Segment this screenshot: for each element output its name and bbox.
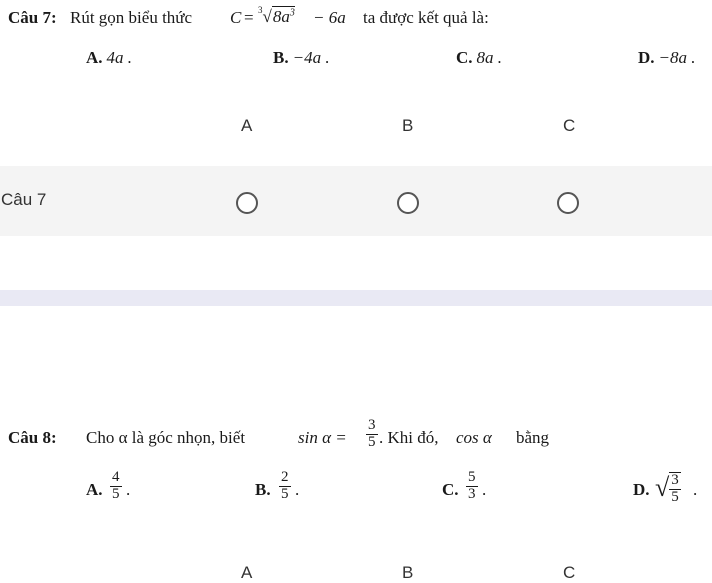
q8-option-d-denominator: 5 [671, 488, 679, 505]
q7-option-c [456, 48, 502, 68]
radio-q7-c[interactable] [557, 192, 579, 214]
question-8 [8, 418, 708, 462]
q8-option-c-denominator: 3 [468, 485, 476, 502]
period: . [482, 480, 487, 499]
radicand: 8a [272, 7, 290, 26]
grid-header-b: B [402, 116, 414, 135]
sin-expression: sin α = [298, 428, 347, 447]
answer-row-label: Câu 7 [1, 190, 47, 209]
grid-header-c: C [563, 116, 576, 135]
q8-option-b-letter: B. [255, 480, 271, 499]
q8-option-b-fraction [279, 470, 291, 503]
period: . [126, 480, 131, 499]
question-8-label: Câu 8: [8, 428, 57, 447]
question-8-text-mid: . Khi đó, [379, 428, 439, 447]
question-7-text-before: Rút gọn biểu thức [70, 8, 193, 27]
cos-expression: cos α [456, 428, 492, 447]
q8-option-a-numerator: 4 [112, 469, 120, 485]
period: . [693, 480, 698, 499]
q8-option-c-fraction [466, 470, 478, 503]
q8-option-a-fraction [110, 470, 122, 503]
q8-option-c-numerator: 5 [468, 469, 476, 485]
sin-fraction [366, 418, 378, 451]
q7-option-c-letter: C. [456, 48, 473, 67]
answer-row-q7 [0, 166, 712, 236]
question-7-text-after: ta được kết quả là: [363, 8, 489, 27]
section-divider [0, 290, 712, 306]
q8-option-b-denominator: 5 [281, 485, 289, 502]
q7-option-a-letter: A. [86, 48, 103, 67]
q8-option-d-letter: D. [633, 480, 650, 499]
q7-option-b-value: −4a . [292, 48, 330, 67]
period: . [295, 480, 300, 499]
q7-option-d-letter: D. [638, 48, 655, 67]
sin-denominator: 5 [368, 433, 376, 450]
question-8-text-after: bằng [516, 428, 550, 447]
expr-eq: = [244, 8, 254, 27]
grid-header-a: A [241, 116, 253, 135]
radio-q7-b[interactable] [397, 192, 419, 214]
q7-option-d-value: −8a . [658, 48, 696, 67]
grid2-header-a: A [241, 563, 253, 582]
q8-option-d-sqrt [655, 470, 681, 506]
q8-option-d-fraction [669, 472, 681, 506]
q8-option-b-numerator: 2 [281, 469, 289, 485]
q7-option-a [86, 48, 132, 68]
question-7 [8, 4, 708, 32]
sin-numerator: 3 [368, 417, 376, 433]
q7-option-b [273, 48, 330, 68]
grid2-header-b: B [402, 563, 414, 582]
q8-option-a-denominator: 5 [112, 485, 120, 502]
question-8-text-before: Cho α là góc nhọn, biết [86, 428, 246, 447]
q7-option-d [638, 48, 696, 68]
q8-option-d-numerator: 3 [671, 472, 679, 488]
expr-tail: − 6a [313, 8, 346, 27]
q7-option-a-value: 4a . [106, 48, 133, 67]
radical-sign: √ [655, 472, 670, 502]
q8-option-a-letter: A. [86, 480, 103, 499]
q7-option-b-letter: B. [273, 48, 289, 67]
radio-q7-a[interactable] [236, 192, 258, 214]
radical-sign: √ [262, 6, 272, 26]
root-index: 3 [258, 4, 263, 15]
cube-root-expression [258, 6, 295, 27]
expr-c: C [230, 8, 242, 27]
grid2-header-c: C [563, 563, 576, 582]
q8-option-c-letter: C. [442, 480, 459, 499]
q7-option-c-value: 8a . [476, 48, 503, 67]
question-7-label: Câu 7: [8, 8, 57, 27]
radicand-exponent: 3 [289, 7, 295, 19]
